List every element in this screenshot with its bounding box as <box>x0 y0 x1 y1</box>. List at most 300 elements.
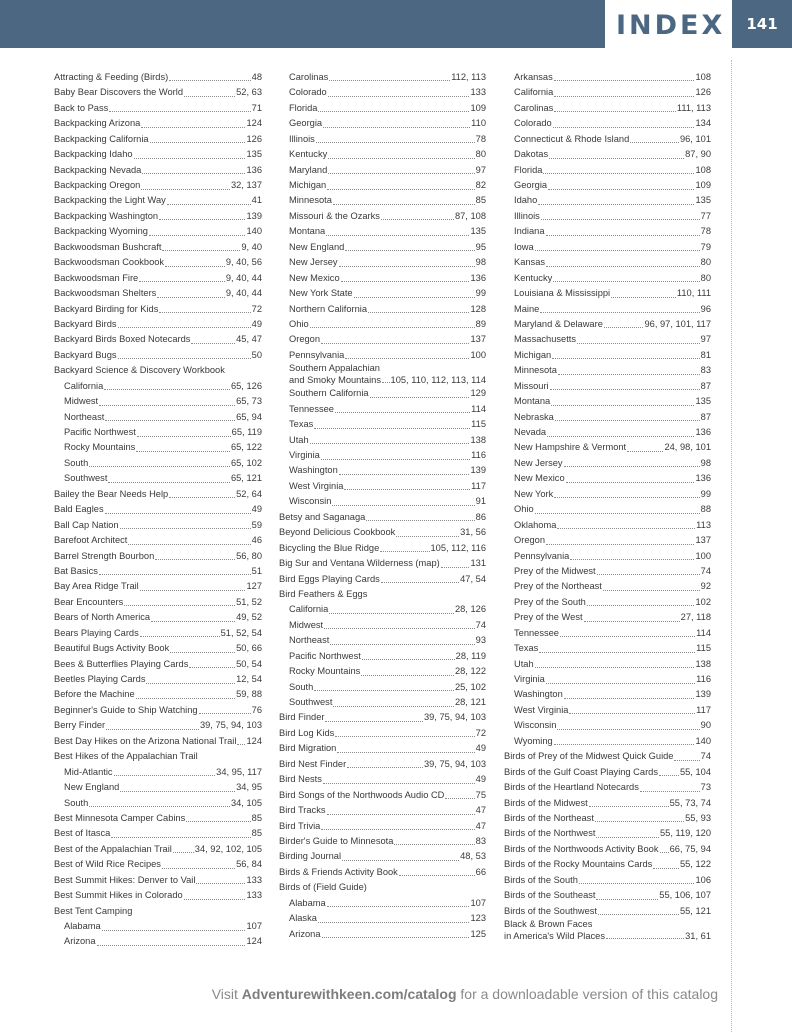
index-entry <box>279 317 486 332</box>
catalog-link[interactable]: Adventurewithkeen.com/catalog <box>241 986 457 1002</box>
dot-leader <box>337 752 474 753</box>
dot-leader <box>327 906 470 907</box>
entry-title: Northern California <box>289 303 368 314</box>
entry-title: Missouri & the Ozarks <box>289 210 380 221</box>
entry-pages: 114 <box>471 403 486 414</box>
margin-divider <box>731 60 732 1032</box>
dot-leader <box>155 559 235 560</box>
entry-pages: 117 <box>471 480 486 491</box>
index-entry <box>54 209 262 224</box>
dot-leader <box>557 528 695 529</box>
entry-title: Wisconsin <box>514 720 557 731</box>
index-entry <box>54 70 262 85</box>
entry-pages: 85 <box>251 812 262 823</box>
index-entry <box>279 417 486 432</box>
dot-leader <box>332 505 474 506</box>
entry-title: New England <box>289 241 345 252</box>
entry-pages: 89 <box>475 318 486 329</box>
entry-pages: 87, 90 <box>685 149 711 160</box>
dot-leader <box>105 513 251 514</box>
index-entry <box>504 626 711 641</box>
index-entry <box>279 726 486 741</box>
index-entry <box>504 919 711 942</box>
dot-leader <box>314 428 470 429</box>
dot-leader <box>538 204 694 205</box>
index-entry <box>279 163 486 178</box>
entry-pages: 34, 95 <box>236 782 262 793</box>
entry-pages: 98 <box>475 257 486 268</box>
entry-title: Beautiful Bugs Activity Book <box>54 643 170 654</box>
index-entry <box>279 85 486 100</box>
dot-leader <box>674 760 699 761</box>
entry-title: Colorado <box>514 118 552 129</box>
index-entry <box>279 194 486 209</box>
index-entry <box>54 394 262 409</box>
index-entry <box>504 672 711 687</box>
index-entry <box>54 147 262 162</box>
entry-pages: 133 <box>246 890 262 901</box>
dot-leader <box>199 713 251 714</box>
dot-leader <box>659 775 679 776</box>
index-entry <box>279 116 486 131</box>
entry-title: Ohio <box>514 504 534 515</box>
entry-pages: 41 <box>251 195 262 206</box>
index-entry <box>504 518 711 533</box>
dot-leader <box>549 158 684 159</box>
entry-pages: 80 <box>700 257 711 268</box>
entry-pages: 59, 88 <box>236 689 262 700</box>
dot-leader <box>579 883 695 884</box>
dot-leader <box>120 528 251 529</box>
entry-pages: 115 <box>471 419 486 430</box>
entry-pages: 75 <box>475 789 486 800</box>
index-entry <box>504 873 711 888</box>
entry-title: Backpacking Idaho <box>54 149 133 160</box>
index-entry <box>279 271 486 286</box>
entry-title: Backwoodsman Bushcraft <box>54 241 162 252</box>
entry-pages: 140 <box>246 226 262 237</box>
index-entry <box>279 927 486 942</box>
entry-pages: 77 <box>700 210 711 221</box>
dot-leader <box>546 544 694 545</box>
entry-pages: 107 <box>470 897 486 908</box>
index-entry <box>504 70 711 85</box>
dot-leader <box>546 266 700 267</box>
entry-title: Birder's Guide to Minnesota <box>279 835 394 846</box>
dot-leader <box>584 621 680 622</box>
entry-pages: 65, 126 <box>230 380 262 391</box>
entry-title: Backpacking California <box>54 133 149 144</box>
entry-pages: 25, 102 <box>454 681 486 692</box>
entry-pages: 116 <box>471 450 486 461</box>
entry-title: Washington <box>514 689 563 700</box>
entry-title: Black & Brown Faces <box>504 919 593 930</box>
index-entry <box>504 549 711 564</box>
entry-pages: 127 <box>246 581 262 592</box>
dot-leader <box>596 837 659 838</box>
entry-pages: 128 <box>470 303 486 314</box>
entry-pages: 138 <box>695 658 711 669</box>
entry-title: Backyard Birds Boxed Notecards <box>54 334 191 345</box>
dot-leader <box>535 667 695 668</box>
entry-title: Birds of Prey of the Midwest Quick Guide <box>504 751 674 762</box>
entry-title: Dakotas <box>514 149 549 160</box>
entry-title: Pennsylvania <box>289 349 345 360</box>
entry-title: Alaska <box>289 913 317 924</box>
dot-leader <box>137 436 231 437</box>
footer-post: for a downloadable version of this catalog <box>456 986 718 1002</box>
entry-title: Betsy and Saganaga <box>279 511 366 522</box>
entry-title: Barrel Strength Bourbon <box>54 550 155 561</box>
entry-pages: 78 <box>475 133 486 144</box>
entry-title: Backpacking Oregon <box>54 180 141 191</box>
entry-title: Washington <box>289 465 338 476</box>
entry-title: Birds of the South <box>504 874 578 885</box>
dot-leader <box>321 343 469 344</box>
entry-pages: 95 <box>475 241 486 252</box>
index-entry <box>504 379 711 394</box>
entry-title: Before the Machine <box>54 689 135 700</box>
dot-leader <box>165 266 225 267</box>
entry-pages: 28, 122 <box>454 666 486 677</box>
entry-pages: 135 <box>695 195 711 206</box>
entry-pages: 110, 111 <box>676 288 711 299</box>
dot-leader <box>237 744 245 745</box>
entry-pages: 133 <box>470 87 486 98</box>
entry-pages: 51, 52, 54 <box>220 627 262 638</box>
entry-pages: 124 <box>246 936 262 947</box>
dot-leader <box>191 343 235 344</box>
dot-leader <box>120 791 235 792</box>
entry-pages: 9, 40 <box>241 241 262 252</box>
dot-leader <box>554 96 694 97</box>
index-entry <box>54 286 262 301</box>
entry-title: Midwest <box>64 396 99 407</box>
index-entry <box>279 772 486 787</box>
dot-leader <box>345 358 469 359</box>
entry-pages: 93 <box>475 635 486 646</box>
index-entry <box>504 579 711 594</box>
index-entry <box>279 448 486 463</box>
entry-title: Carolinas <box>514 102 554 113</box>
index-entry <box>279 757 486 772</box>
dot-leader <box>598 914 679 915</box>
index-entry <box>504 657 711 672</box>
dot-leader <box>380 551 429 552</box>
entry-pages: 137 <box>695 535 711 546</box>
entry-pages: 126 <box>246 133 262 144</box>
index-entry <box>54 780 262 795</box>
index-entry <box>504 271 711 286</box>
index-entry <box>54 271 262 286</box>
entry-title: New Jersey <box>514 457 563 468</box>
entry-title: New England <box>64 782 120 793</box>
entry-pages: 139 <box>695 689 711 700</box>
entry-title: Michigan <box>514 349 552 360</box>
entry-pages: 113 <box>696 519 711 530</box>
entry-pages: 49 <box>475 774 486 785</box>
entry-pages: 32, 137 <box>230 180 262 191</box>
entry-pages: 131 <box>470 558 486 569</box>
entry-title: New Hampshire & Vermont <box>514 442 627 453</box>
entry-pages: 28, 126 <box>454 604 486 615</box>
dot-leader <box>136 698 236 699</box>
entry-title: Bay Area Ridge Trail <box>54 581 139 592</box>
footer-note <box>0 986 718 1002</box>
dot-leader <box>141 127 245 128</box>
index-entry <box>504 595 711 610</box>
entry-pages: 50 <box>251 349 262 360</box>
index-entry <box>279 510 486 525</box>
entry-title: Rocky Mountains <box>64 442 136 453</box>
index-entry <box>504 163 711 178</box>
index-entry <box>504 317 711 332</box>
entry-title: Barefoot Architect <box>54 535 128 546</box>
index-entry <box>504 101 711 116</box>
index-entry <box>279 572 486 587</box>
dot-leader <box>627 451 663 452</box>
index-entry <box>504 240 711 255</box>
entry-title: Colorado <box>289 87 327 98</box>
index-entry <box>54 441 262 456</box>
entry-pages: 124 <box>246 118 262 129</box>
dot-leader <box>342 860 459 861</box>
index-entry <box>54 116 262 131</box>
entry-title: Bears of North America <box>54 612 151 623</box>
entry-title: Kentucky <box>514 272 553 283</box>
entry-pages: 97 <box>700 334 711 345</box>
entry-title-line2: and Smoky Mountains <box>289 374 381 385</box>
dot-leader <box>597 574 700 575</box>
entry-pages: 74 <box>700 751 711 762</box>
entry-pages: 47, 54 <box>460 573 486 584</box>
entry-pages: 47 <box>475 805 486 816</box>
page-number: 141 <box>746 15 778 33</box>
entry-title: Bailey the Bear Needs Help <box>54 488 169 499</box>
entry-title: Big Sur and Ventana Wilderness (map) <box>279 558 440 569</box>
index-entry <box>279 224 486 239</box>
dot-leader <box>327 814 475 815</box>
entry-pages: 99 <box>700 488 711 499</box>
entry-title: Birds of the Midwest <box>504 797 588 808</box>
dot-leader <box>394 844 474 845</box>
index-heading <box>54 749 262 764</box>
entry-pages: 45, 47 <box>236 334 262 345</box>
index-entry <box>504 302 711 317</box>
entry-title: California <box>289 604 329 615</box>
entry-pages: 133 <box>246 874 262 885</box>
dot-leader <box>399 875 475 876</box>
entry-pages: 52, 64 <box>236 488 262 499</box>
index-entry <box>54 348 262 363</box>
dot-leader <box>660 852 669 853</box>
dot-leader <box>335 736 474 737</box>
entry-pages: 111, 113 <box>676 102 711 113</box>
entry-pages: 34, 105 <box>230 797 262 808</box>
entry-title: Bird Log Kids <box>279 727 335 738</box>
dot-leader <box>552 358 699 359</box>
entry-pages: 52, 63 <box>236 87 262 98</box>
entry-pages: 81 <box>700 349 711 360</box>
entry-pages: 71 <box>251 102 262 113</box>
entry-pages: 126 <box>695 87 711 98</box>
entry-title: Minnesota <box>289 195 332 206</box>
dot-leader <box>106 729 199 730</box>
entry-title: Nebraska <box>514 411 554 422</box>
index-entry <box>504 718 711 733</box>
index-entry <box>279 70 486 85</box>
index-entry <box>504 765 711 780</box>
entry-title: Bicycling the Blue Ridge <box>279 542 380 553</box>
entry-pages: 66, 75, 94 <box>669 843 711 854</box>
entry-pages: 55, 121 <box>679 905 711 916</box>
entry-pages: 115 <box>696 643 711 654</box>
index-entry <box>279 741 486 756</box>
entry-title: Birds & Friends Activity Book <box>279 866 398 877</box>
entry-title: Backwoodsman Cookbook <box>54 257 165 268</box>
entry-pages: 49 <box>251 504 262 515</box>
entry-pages: 49, 52 <box>236 612 262 623</box>
dot-leader <box>366 520 474 521</box>
dot-leader <box>347 767 423 768</box>
dot-leader <box>89 466 230 467</box>
index-entry <box>504 286 711 301</box>
index-entry <box>504 209 711 224</box>
entry-title: Bird Nest Finder <box>279 758 347 769</box>
entry-pages: 55, 93 <box>685 812 711 823</box>
index-column-3 <box>504 70 711 942</box>
dot-leader <box>128 544 250 545</box>
entry-title: Birds of the Southeast <box>504 890 596 901</box>
index-entry <box>279 494 486 509</box>
entry-pages: 102 <box>695 596 711 607</box>
index-entry <box>279 147 486 162</box>
entry-pages: 12, 54 <box>236 674 262 685</box>
entry-title: Ball Cap Nation <box>54 519 119 530</box>
entry-pages: 50, 66 <box>236 643 262 654</box>
index-entry <box>54 873 262 888</box>
entry-title: Texas <box>289 419 314 430</box>
index-entry <box>54 564 262 579</box>
index-entry <box>504 394 711 409</box>
entry-title: Florida <box>514 164 543 175</box>
index-entry <box>54 888 262 903</box>
entry-pages: 136 <box>695 427 711 438</box>
index-entry <box>54 163 262 178</box>
dot-leader <box>99 405 235 406</box>
index-entry <box>54 935 262 950</box>
index-entry <box>504 610 711 625</box>
index-entry <box>279 556 486 571</box>
entry-pages: 65, 119 <box>231 427 262 438</box>
dot-leader <box>146 683 235 684</box>
entry-title: Backpacking Wyoming <box>54 226 148 237</box>
dot-leader <box>316 142 475 143</box>
entry-pages: 65, 94 <box>236 411 262 422</box>
entry-title: Backyard Bugs <box>54 349 117 360</box>
entry-title: Beyond Delicious Cookbook <box>279 527 396 538</box>
index-entry <box>279 911 486 926</box>
index-entry <box>54 425 262 440</box>
index-entry <box>279 664 486 679</box>
index-entry <box>504 224 711 239</box>
entry-title: Midwest <box>289 619 324 630</box>
index-entry <box>504 734 711 749</box>
index-entry <box>54 919 262 934</box>
entry-title: Georgia <box>514 180 548 191</box>
dot-leader <box>554 497 699 498</box>
dot-leader <box>173 852 194 853</box>
dot-leader <box>102 930 246 931</box>
entry-title: Prey of the Midwest <box>514 565 596 576</box>
entry-title: Best Day Hikes on the Arizona National Trail <box>54 735 237 746</box>
entry-title: Mid-Atlantic <box>64 766 113 777</box>
index-heading <box>279 880 486 895</box>
entry-pages: 65, 121 <box>230 473 262 484</box>
entry-title: Best Summit Hikes in Colorado <box>54 890 183 901</box>
entry-title: Pennsylvania <box>514 550 570 561</box>
dot-leader <box>162 868 235 869</box>
entry-pages: 65, 102 <box>230 457 262 468</box>
dot-leader <box>595 821 684 822</box>
index-heading <box>279 587 486 602</box>
entry-pages: 55, 106, 107 <box>659 890 711 901</box>
index-entry <box>54 626 262 641</box>
dot-leader <box>550 389 700 390</box>
index-entry <box>504 410 711 425</box>
dot-leader <box>368 312 469 313</box>
entry-title: Rocky Mountains <box>289 666 361 677</box>
entry-pages: 55, 104 <box>679 766 711 777</box>
entry-title: Carolinas <box>289 71 329 82</box>
entry-pages: 92 <box>700 581 711 592</box>
index-entry <box>279 402 486 417</box>
entry-title: Oklahoma <box>514 519 557 530</box>
entry-title: Michigan <box>289 180 327 191</box>
index-entry <box>279 101 486 116</box>
dot-leader <box>310 443 470 444</box>
entry-title: Minnesota <box>514 365 557 376</box>
entry-pages: 76 <box>251 704 262 715</box>
entry-pages: 65, 122 <box>230 442 262 453</box>
dot-leader <box>548 189 694 190</box>
entry-title: New Jersey <box>289 257 338 268</box>
entry-title: Illinois <box>514 210 540 221</box>
entry-title: Birds of the Northeast <box>504 812 594 823</box>
entry-title: Backyard Birding for Kids <box>54 303 159 314</box>
index-entry <box>504 441 711 456</box>
index-entry <box>279 849 486 864</box>
entry-pages: 100 <box>695 550 711 561</box>
entry-title-cont <box>504 931 711 943</box>
dot-leader <box>105 420 235 421</box>
index-entry <box>54 641 262 656</box>
index-entry <box>279 286 486 301</box>
entry-pages: 136 <box>246 164 262 175</box>
entry-pages: 97 <box>475 164 486 175</box>
dot-leader <box>189 667 235 668</box>
dot-leader <box>344 489 470 490</box>
dot-leader <box>560 636 695 637</box>
index-entry <box>279 602 486 617</box>
index-entry <box>279 711 486 726</box>
entry-pages: 27, 118 <box>680 612 711 623</box>
entry-pages: 139 <box>246 210 262 221</box>
entry-title: South <box>289 681 314 692</box>
dot-leader <box>362 659 455 660</box>
index-entry <box>279 788 486 803</box>
dot-leader <box>335 412 470 413</box>
